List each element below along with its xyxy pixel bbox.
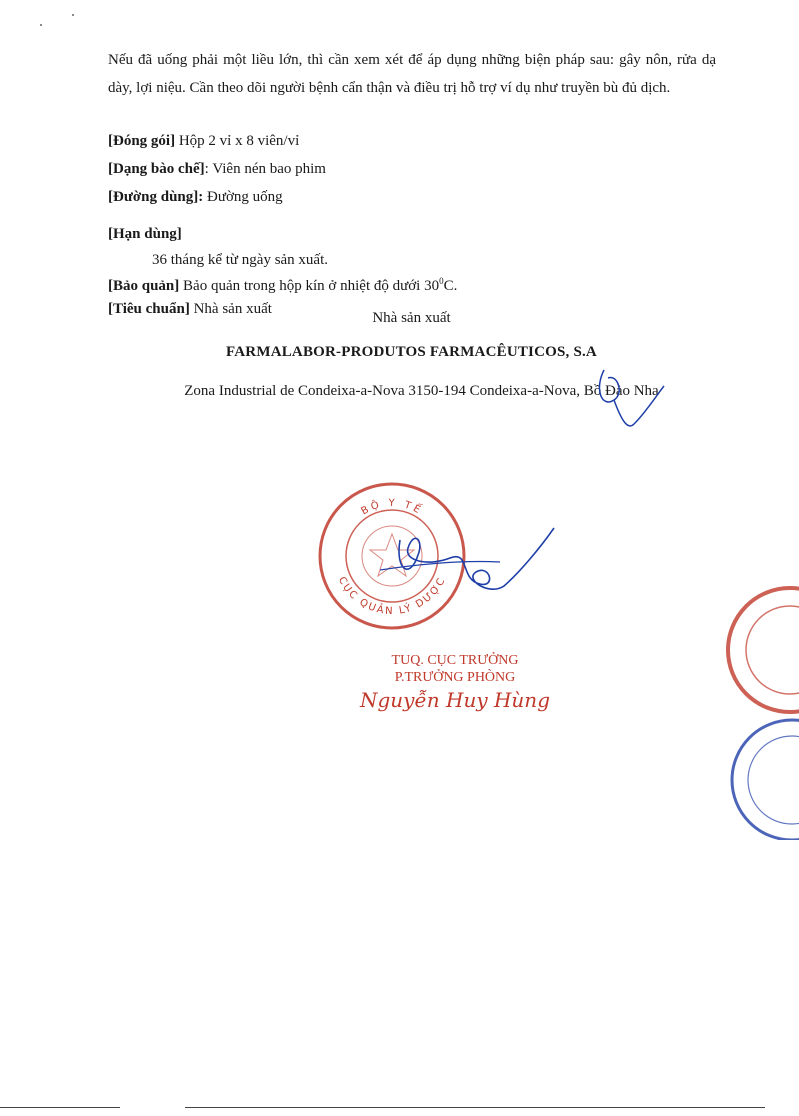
dosage-form-line <box>108 161 326 178</box>
manufacturer-address: Zona Industrial de Condeixa-a-Nova 3150-194 Condeixa-a-Nova, Bồ Đào Nha <box>184 383 659 399</box>
storage-unit: C. <box>443 278 458 294</box>
shelf-life-heading <box>108 226 182 243</box>
manufacturer-name: FARMALABOR-PRODUTOS FARMACÊUTICOS, S.A <box>226 344 597 360</box>
scan-speck <box>72 14 74 16</box>
dosage-form-label: [Dạng bào chế] <box>108 161 205 177</box>
bottom-rule-right <box>185 1107 765 1108</box>
signatory-title-2: P.TRƯỞNG PHÒNG <box>394 670 516 685</box>
bottom-rule-left <box>0 1107 120 1108</box>
initial-signature <box>584 360 674 440</box>
packaging-value: Hộp 2 vỉ x 8 viên/vỉ <box>178 133 300 149</box>
signatory-title-1: TUQ. CỤC TRƯỞNG <box>391 653 519 668</box>
scan-speck <box>40 24 42 26</box>
storage-degree-sup: 0 <box>439 276 444 286</box>
dosage-form-value: : Viên nén bao phim <box>204 161 326 177</box>
stamp-top-text: BỘ Y TẾ <box>359 497 425 518</box>
shelf-life-value: 36 tháng kể từ ngày sản xuất. <box>152 252 329 268</box>
partial-stamp <box>700 580 799 840</box>
manufacturer-label: Nhà sản xuất <box>372 310 451 326</box>
signatory-name: Nguyễn Huy Hùng <box>359 688 550 712</box>
stamp-bottom-text: CỤC QUẢN LÝ DƯỢC <box>335 575 449 618</box>
standard-value: Nhà sản xuất <box>193 301 272 317</box>
packaging-label: [Đóng gói] <box>108 133 176 149</box>
storage-line <box>108 276 457 295</box>
storage-label: [Bảo quản] <box>108 278 180 294</box>
packaging-line <box>108 133 299 150</box>
storage-value: Bảo quản trong hộp kín ở nhiệt độ dưới 30 <box>183 278 440 294</box>
shelf-life-label: [Hạn dùng] <box>108 226 182 242</box>
standard-label: [Tiêu chuẩn] <box>108 301 190 317</box>
route-line <box>108 189 283 206</box>
route-label: [Đường dùng]: <box>108 189 204 205</box>
route-value: Đường uống <box>207 189 283 205</box>
signature <box>340 500 560 620</box>
overdose-paragraph: Nếu đã uống phải một liều lớn, thì cần xem xét để áp dụng những biện pháp sau: gây nôn, rửa dạ dày, lợi niệu. Cần theo dõi người bệnh cẩn thận và điều trị hỗ trợ ví dụ như truyền bù đủ dịch. <box>108 52 716 96</box>
